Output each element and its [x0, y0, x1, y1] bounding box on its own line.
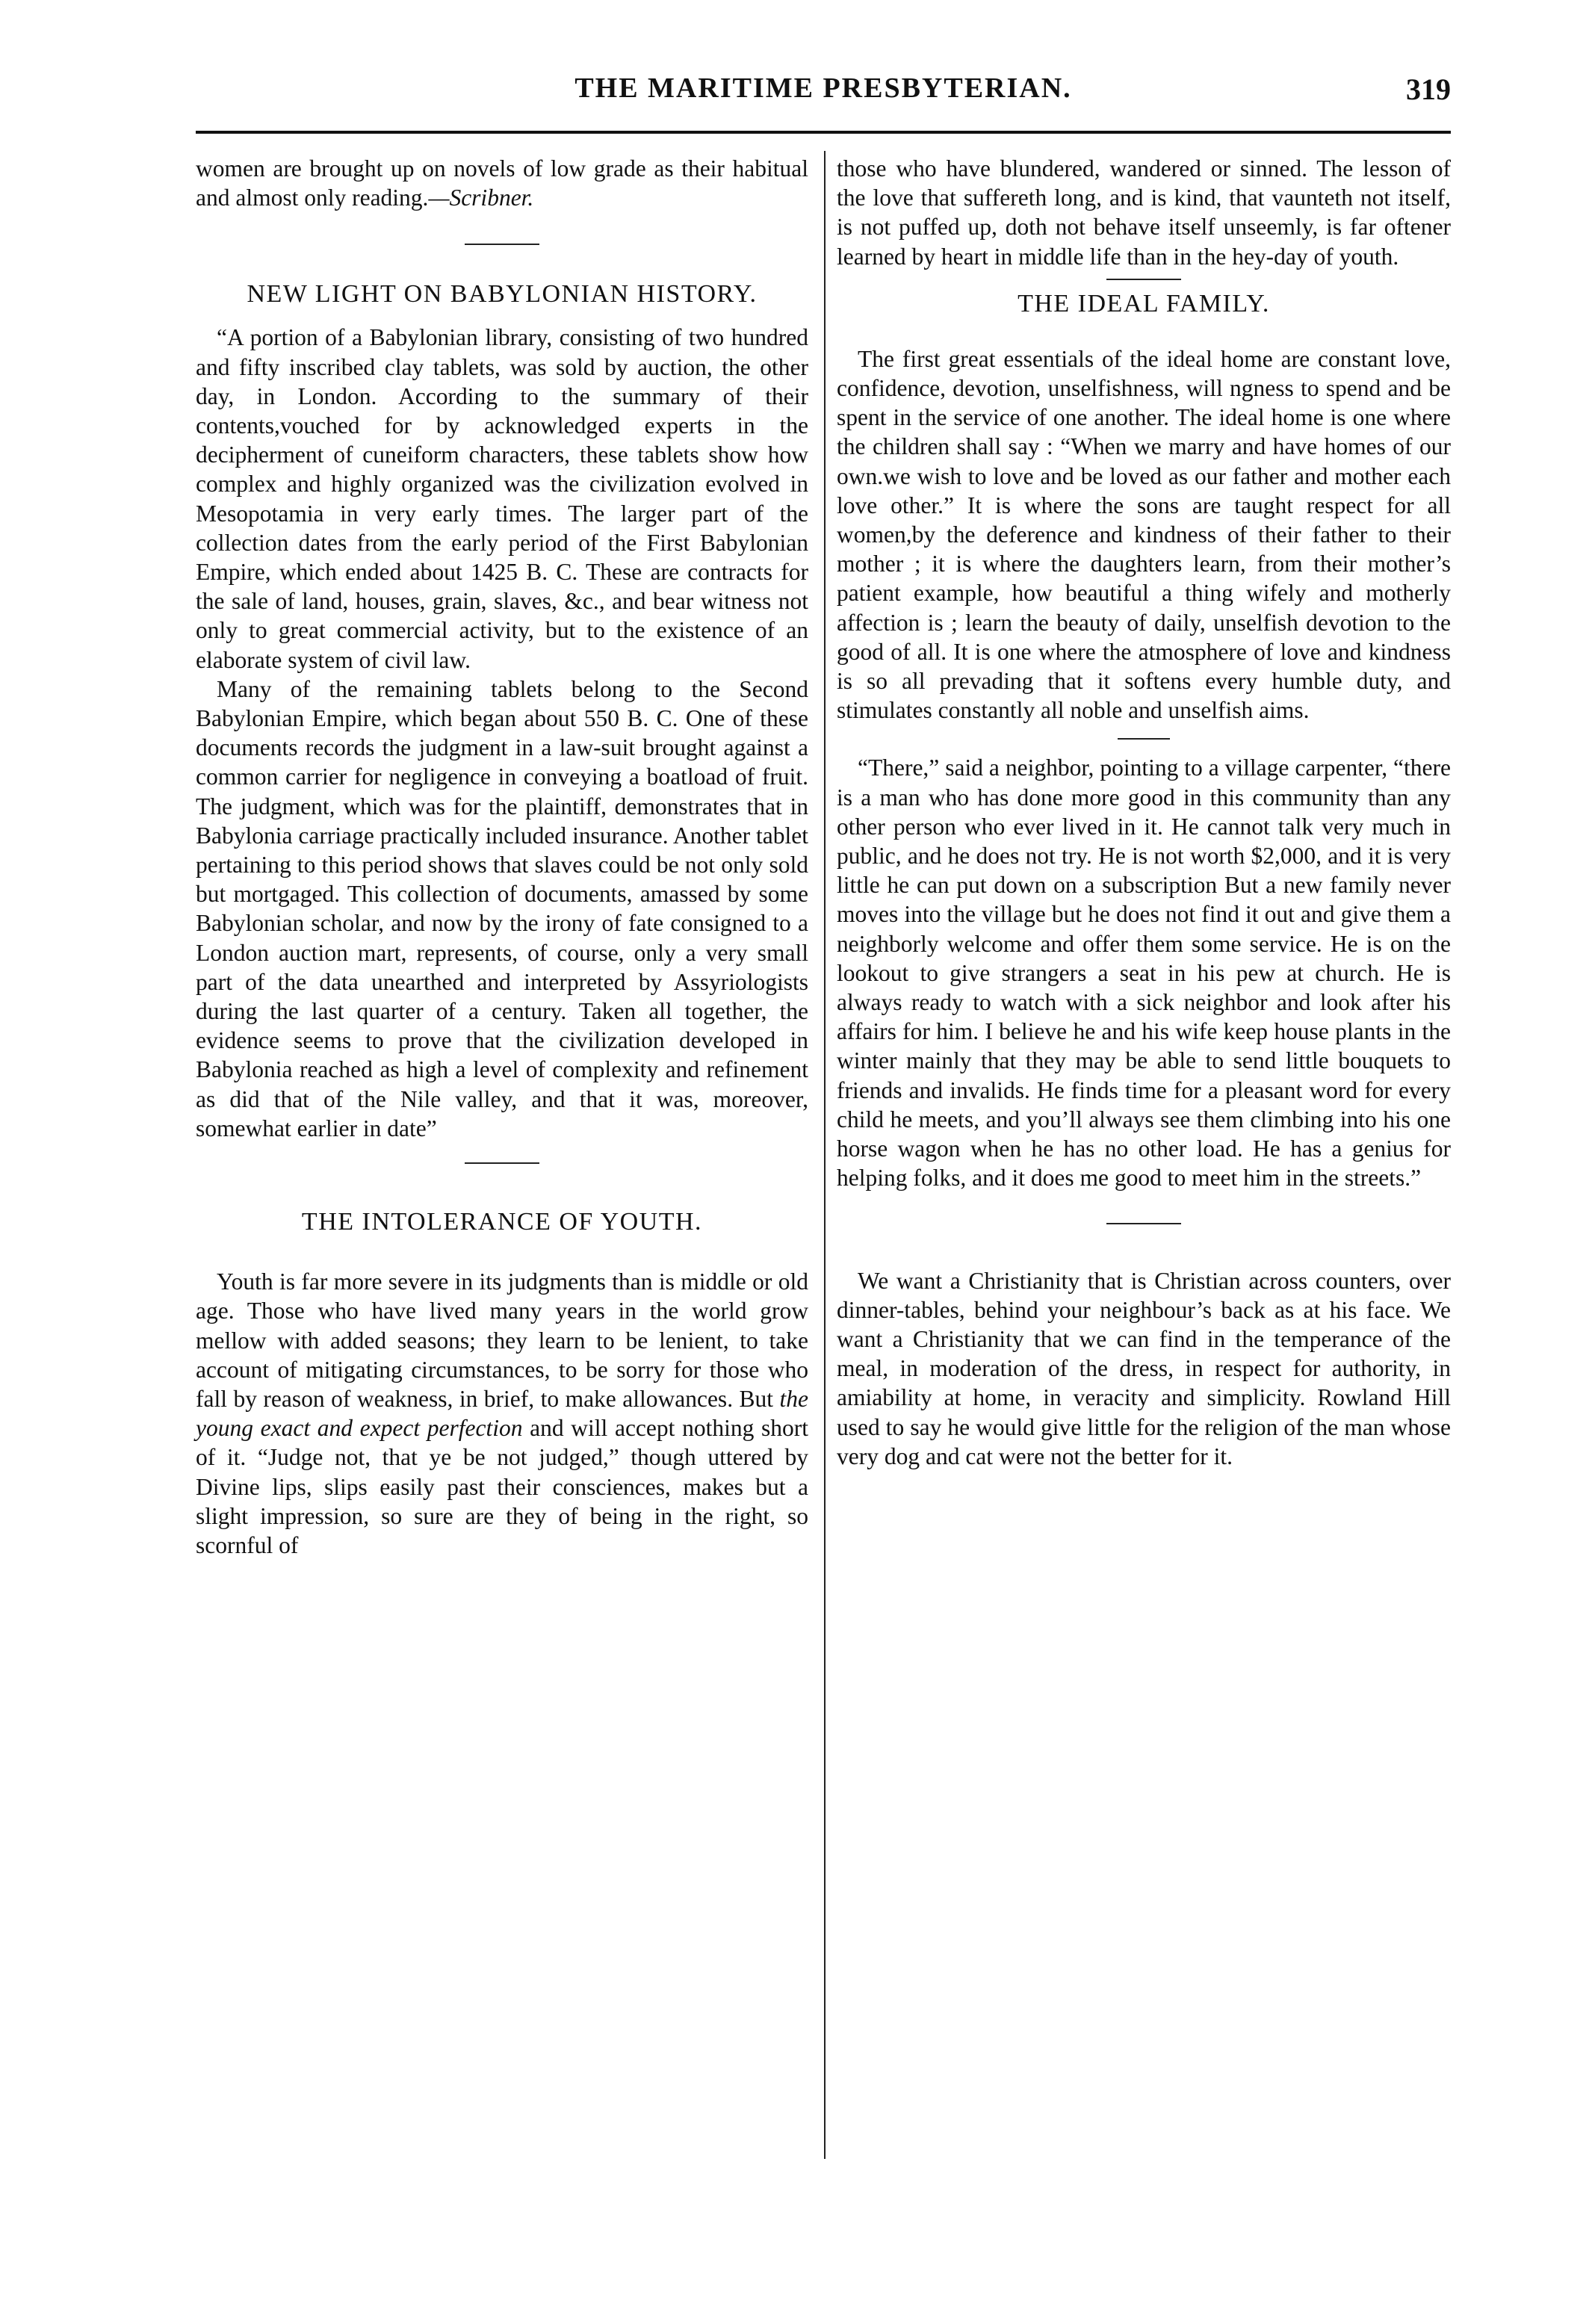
closing-paragraph: We want a Christianity that is Christian across counters, over dinner-tables, behind your neighbour’s back as at his face. We want a Christianity that we can find in the temperance of the meal, in moderation of the dress, in respect for authority, in amiability at home, in veracity and simplicity. Rowland Hill used to say he would give little for the religion of the man whose very dog and cat were not the better for it. — [837, 1267, 1451, 1469]
article-paragraph — [196, 1267, 808, 1560]
italic-phrase: the young exact and expect perfection — [196, 1385, 808, 1442]
page-number: 319 — [1406, 72, 1451, 106]
article-title-intolerance: THE INTOLERANCE OF YOUTH. — [301, 1208, 703, 1236]
continuation-paragraph — [196, 154, 808, 212]
article-paragraph: The first great essentials of the ideal home are constant love, confidence, devotion, unselfishness, will ngness to spend and be spent in the service of one another. The ideal home is one where the children shall say : “When we marry and have homes of our own.we wish to love and be loved as our father and mother each love other.” It is where the sons are taught respect for all women,by the deference and kindness of their father to their mother ; it is where the daughters learn, from their mother’s patient example, how beautiful a thing wifely and motherly affection is ; learn the beauty of daily, unselfish devotion to the good of all. It is one where the atmosphere of love and kindness is so all prevading that it softens every humble duty, and stimulates constantly all noble and unselfish aims. — [837, 345, 1451, 724]
paragraph-text: and will accept nothing short of it. “Judge not, that ye be not judged,” though uttered by Divine lips, slips easily past their consciences, makes but a slight impression, so sure are they of being in the right, so scornful of — [196, 1415, 808, 1558]
right-column — [837, 154, 1451, 1471]
left-column — [196, 154, 808, 1560]
continuation-paragraph: those who have blundered, wandered or sinned. The lesson of the love that suffereth long, and is kind, that vaunteth not itself, is not puffed up, doth not behave itself unseemly, is far oftener learned by heart in middle life than in the hey-day of youth. — [837, 155, 1451, 270]
article-paragraph: “There,” said a neighbor, pointing to a village carpenter, “there is a man who has done more good in this community than any other person who ever lived in it. He cannot talk very much in public, and he does not try. He is not worth $2,000, and it is very little he can put down on a subscription But a new family never moves into the village but he does not find it out and give them a neighborly welcome and offer them some service. He is on the lookout to give strangers a seat in his pew at church. He is always ready to watch with a sick neighbor and look after his affairs for him. I believe he and his wife keep house plants in the winter mainly that they may be able to send little bouquets to friends and invalids. He finds time for a pleasant word for every child he meets, and you’ll always see them climbing into his one horse wagon when he has no other load. He has a genius for helping folks, and it does me good to meet him in the streets.” — [837, 754, 1451, 1192]
source-attribution: —Scribner. — [428, 185, 534, 211]
paragraph-text: Youth is far more severe in its judgments than is middle or old age. Those who have lived many years in the world grow mellow with added seasons; they learn to be lenient, to take account of mitigating circumstances, to be sorry for those who fall by reason of weakness, in brief, to make allowances. But — [196, 1268, 808, 1412]
article-title-ideal-family: THE IDEAL FAMILY. — [1018, 289, 1270, 317]
page-header — [196, 72, 1451, 117]
article-title-babylonian: NEW LIGHT ON BABYLONIAN HISTORY. — [247, 280, 758, 309]
running-title: THE MARITIME PRESBYTERIAN. — [574, 72, 1072, 104]
article-paragraph: Many of the remaining tablets belong to the Second Babylonian Empire, which began about 550 B. C. One of these documents records the judgment in a law-suit brought against a common carrier for negligence in conveying a boatload of fruit. The judgment, which was for the plaintiff, demonstrates that in Babylonia carriage practically included insurance. Another tablet pertaining to this period shows that slaves could be not only sold but mortgaged. This collection of documents, amassed by some Babylonian scholar, and now by the irony of fate consigned to a London auction mart, represents, of course, only a very small part of the data unearthed and interpreted by Assyriologists during the last quarter of a century. Taken all together, the evidence seems to prove that the civilization developed in Babylonia reached as high a level of complexity and refinement as did that of the Nile valley, and that it was, moreover, somewhat earlier in date” — [196, 675, 808, 1141]
column-divider — [824, 151, 826, 2159]
article-paragraph: “A portion of a Babylonian library, consisting of two hundred and fifty inscribed clay tablets, was sold by auction, the other day, in London. According to the summary of their contents,vouched for by acknowledged experts in the decipherment of cuneiform characters, these tablets show how complex and highly organized was the civilization evolved in Mesopotamia in very early times. The larger part of the collection dates from the early period of the First Babylonian Empire, which ended about 1425 B. C. These are contracts for the sale of land, houses, grain, slaves, &c., and bear witness not only to great commercial activity, but to the existence of an elaborate system of civil law. — [196, 324, 808, 673]
header-rule — [196, 131, 1451, 134]
continuation-text: women are brought up on novels of low grade as their habitual and almost only reading. — [196, 155, 808, 211]
